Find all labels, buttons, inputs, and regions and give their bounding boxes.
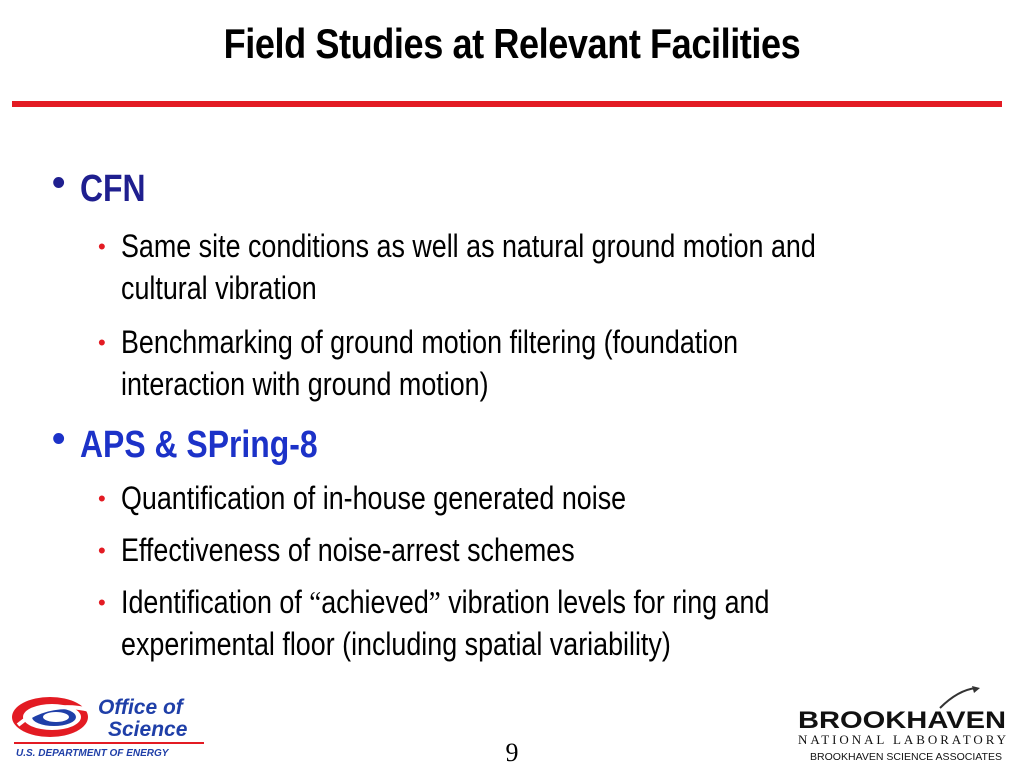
sub-bullet-dot: • bbox=[98, 590, 106, 615]
bullet-heading-aps-spring8: APS & SPring-8 bbox=[80, 424, 318, 466]
sub-bullet-dot: • bbox=[98, 330, 106, 355]
sub-bullet-text: Same site conditions as well as natural ground motion and bbox=[121, 228, 816, 264]
sub-bullet-dot: • bbox=[98, 486, 106, 511]
sub-bullet-text-cont: interaction with ground motion) bbox=[121, 366, 489, 402]
bullet-dot: • bbox=[52, 418, 66, 460]
science-label: Science bbox=[108, 718, 188, 741]
sub-bullet-text: Benchmarking of ground motion filtering (foundation bbox=[121, 324, 739, 360]
sub-bullet-text bbox=[121, 582, 769, 622]
bnl-assoc: BROOKHAVEN SCIENCE ASSOCIATES bbox=[810, 752, 1003, 763]
bnl-sub: NATIONAL LABORATORY bbox=[798, 732, 1006, 747]
bullet-dot: • bbox=[52, 162, 66, 204]
close-quote: ” bbox=[428, 584, 441, 620]
open-quote: “ bbox=[309, 584, 322, 620]
slide-title: Field Studies at Relevant Facilities bbox=[223, 20, 801, 67]
bullet-heading-cfn: CFN bbox=[80, 168, 146, 210]
sub-bullet-text-cont: experimental floor (including spatial variability) bbox=[121, 626, 671, 662]
sub-bullet-text-cont: cultural vibration bbox=[121, 270, 317, 306]
sub-bullet-text: Effectiveness of noise-arrest schemes bbox=[121, 532, 575, 568]
sub-bullet-dot: • bbox=[98, 538, 106, 563]
sub-bullet-dot: • bbox=[98, 234, 106, 259]
brookhaven-logo bbox=[790, 686, 1014, 764]
doe-label: U.S. DEPARTMENT OF ENERGY bbox=[16, 748, 169, 759]
sub-bullet-text: Quantification of in-house generated noise bbox=[121, 480, 627, 516]
text-segment: Identification of bbox=[121, 584, 310, 620]
page-number: 9 bbox=[505, 738, 519, 767]
bnl-name: BROOKHAVEN bbox=[798, 707, 1006, 734]
office-of-label: Office of bbox=[98, 696, 183, 719]
text-segment: vibration levels for ring and bbox=[440, 584, 770, 620]
bnl-arc-icon bbox=[940, 688, 976, 708]
brookhaven-logo-graphic bbox=[790, 686, 1014, 764]
quoted-word: achieved bbox=[321, 584, 429, 620]
